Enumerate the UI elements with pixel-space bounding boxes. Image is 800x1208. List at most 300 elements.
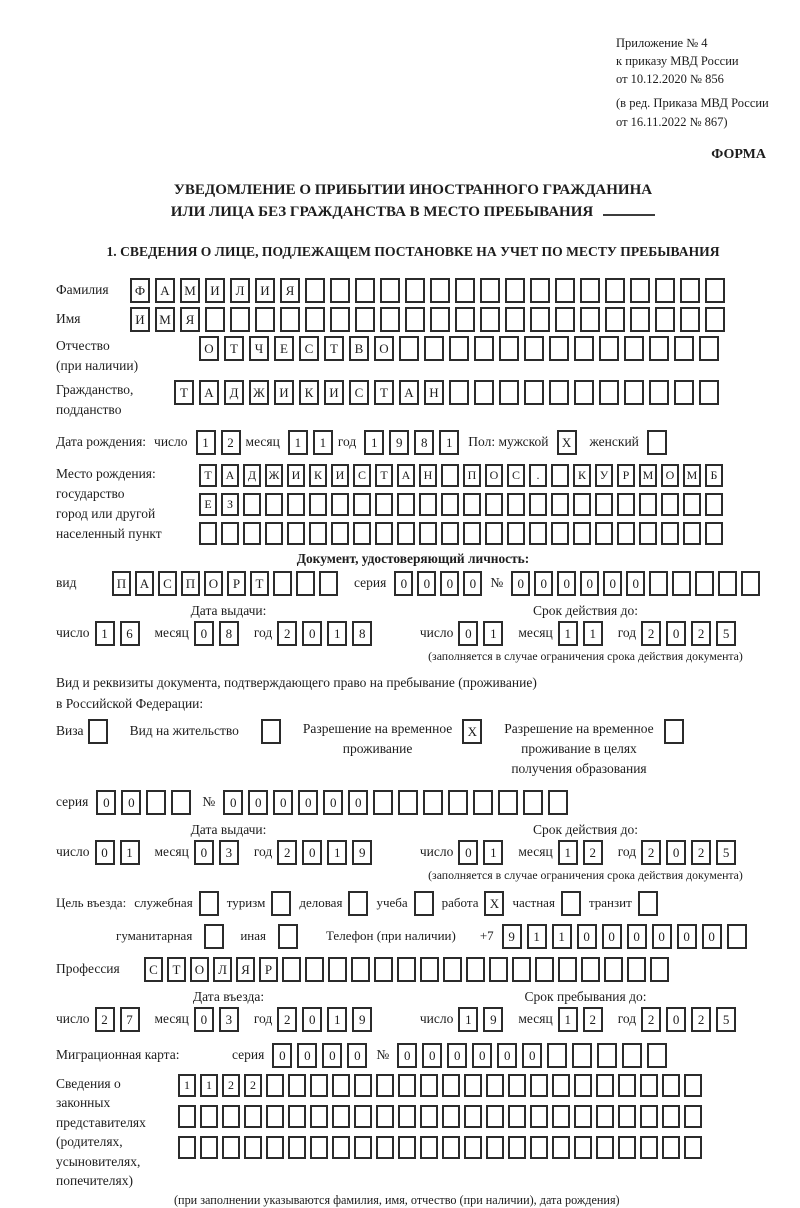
male-checkbox[interactable]: X — [557, 430, 577, 455]
char-cell[interactable] — [420, 1074, 438, 1097]
purpose-transit-checkbox[interactable] — [638, 891, 658, 916]
char-cell[interactable]: . — [529, 464, 547, 487]
char-cell[interactable] — [581, 957, 600, 982]
char-cell[interactable] — [552, 1105, 570, 1128]
char-cell[interactable] — [547, 1043, 567, 1068]
char-cell[interactable]: 0 — [348, 790, 368, 815]
char-cell[interactable]: 0 — [302, 840, 322, 865]
char-cell[interactable] — [464, 1105, 482, 1128]
char-cell[interactable]: Я — [236, 957, 255, 982]
char-cell[interactable] — [699, 380, 719, 405]
char-cell[interactable] — [309, 522, 327, 545]
char-cell[interactable]: 2 — [277, 1007, 297, 1032]
char-cell[interactable] — [328, 957, 347, 982]
char-cell[interactable]: 6 — [120, 621, 140, 646]
char-cell[interactable] — [618, 1136, 636, 1159]
char-cell[interactable] — [605, 278, 625, 303]
char-cell[interactable]: О — [374, 336, 394, 361]
char-cell[interactable] — [266, 1136, 284, 1159]
char-cell[interactable]: 0 — [440, 571, 459, 596]
char-cell[interactable]: 1 — [527, 924, 547, 949]
char-cell[interactable] — [508, 1105, 526, 1128]
char-cell[interactable]: Т — [374, 380, 394, 405]
char-cell[interactable]: 0 — [248, 790, 268, 815]
char-cell[interactable] — [655, 307, 675, 332]
char-cell[interactable] — [398, 1136, 416, 1159]
char-cell[interactable] — [463, 522, 481, 545]
char-cell[interactable] — [331, 493, 349, 516]
char-cell[interactable]: 1 — [95, 621, 115, 646]
char-cell[interactable]: М — [180, 278, 200, 303]
char-cell[interactable] — [499, 380, 519, 405]
char-cell[interactable] — [529, 493, 547, 516]
char-cell[interactable]: Р — [259, 957, 278, 982]
char-cell[interactable]: Ж — [249, 380, 269, 405]
char-cell[interactable] — [580, 307, 600, 332]
char-cell[interactable]: Д — [243, 464, 261, 487]
char-cell[interactable]: 0 — [298, 790, 318, 815]
char-cell[interactable] — [455, 278, 475, 303]
char-cell[interactable] — [331, 522, 349, 545]
char-cell[interactable]: Ф — [130, 278, 150, 303]
char-cell[interactable]: Н — [424, 380, 444, 405]
char-cell[interactable] — [405, 307, 425, 332]
char-cell[interactable] — [305, 278, 325, 303]
char-cell[interactable]: 0 — [397, 1043, 417, 1068]
char-cell[interactable]: 0 — [652, 924, 672, 949]
char-cell[interactable]: Ж — [265, 464, 283, 487]
char-cell[interactable] — [355, 278, 375, 303]
char-cell[interactable] — [399, 336, 419, 361]
char-cell[interactable] — [355, 307, 375, 332]
char-cell[interactable] — [146, 790, 166, 815]
char-cell[interactable] — [474, 380, 494, 405]
char-cell[interactable] — [305, 957, 324, 982]
char-cell[interactable]: 3 — [219, 840, 239, 865]
char-cell[interactable] — [244, 1136, 262, 1159]
char-cell[interactable] — [573, 493, 591, 516]
char-cell[interactable]: 0 — [666, 1007, 686, 1032]
char-cell[interactable] — [464, 1074, 482, 1097]
char-cell[interactable] — [398, 1105, 416, 1128]
char-cell[interactable] — [255, 307, 275, 332]
char-cell[interactable] — [599, 380, 619, 405]
char-cell[interactable] — [375, 522, 393, 545]
char-cell[interactable]: 1 — [364, 430, 384, 455]
char-cell[interactable] — [319, 571, 338, 596]
char-cell[interactable] — [354, 1074, 372, 1097]
char-cell[interactable] — [266, 1105, 284, 1128]
char-cell[interactable] — [199, 522, 217, 545]
char-cell[interactable] — [288, 1074, 306, 1097]
char-cell[interactable]: 0 — [322, 1043, 342, 1068]
char-cell[interactable] — [596, 1105, 614, 1128]
char-cell[interactable] — [617, 522, 635, 545]
char-cell[interactable]: З — [221, 493, 239, 516]
char-cell[interactable] — [480, 278, 500, 303]
char-cell[interactable]: 0 — [273, 790, 293, 815]
char-cell[interactable]: К — [309, 464, 327, 487]
char-cell[interactable]: С — [349, 380, 369, 405]
char-cell[interactable]: В — [349, 336, 369, 361]
char-cell[interactable] — [596, 1074, 614, 1097]
char-cell[interactable]: А — [155, 278, 175, 303]
char-cell[interactable] — [330, 278, 350, 303]
char-cell[interactable] — [530, 1074, 548, 1097]
char-cell[interactable] — [507, 493, 525, 516]
char-cell[interactable] — [574, 380, 594, 405]
char-cell[interactable] — [649, 336, 669, 361]
char-cell[interactable]: 9 — [483, 1007, 503, 1032]
char-cell[interactable] — [441, 522, 459, 545]
char-cell[interactable]: 0 — [626, 571, 645, 596]
char-cell[interactable]: 0 — [577, 924, 597, 949]
char-cell[interactable]: Ч — [249, 336, 269, 361]
char-cell[interactable] — [288, 1105, 306, 1128]
char-cell[interactable] — [375, 493, 393, 516]
char-cell[interactable] — [397, 522, 415, 545]
char-cell[interactable]: 0 — [463, 571, 482, 596]
char-cell[interactable]: Я — [180, 307, 200, 332]
char-cell[interactable] — [684, 1105, 702, 1128]
char-cell[interactable]: 0 — [603, 571, 622, 596]
char-cell[interactable] — [373, 790, 393, 815]
char-cell[interactable] — [351, 957, 370, 982]
char-cell[interactable]: Т — [199, 464, 217, 487]
char-cell[interactable]: К — [573, 464, 591, 487]
char-cell[interactable] — [266, 1074, 284, 1097]
char-cell[interactable]: 1 — [120, 840, 140, 865]
char-cell[interactable] — [178, 1136, 196, 1159]
char-cell[interactable] — [310, 1074, 328, 1097]
char-cell[interactable]: 2 — [691, 621, 711, 646]
char-cell[interactable]: К — [299, 380, 319, 405]
char-cell[interactable]: 0 — [627, 924, 647, 949]
visa-checkbox[interactable] — [88, 719, 108, 744]
char-cell[interactable] — [674, 380, 694, 405]
char-cell[interactable] — [640, 1074, 658, 1097]
char-cell[interactable]: 2 — [95, 1007, 115, 1032]
char-cell[interactable]: 1 — [196, 430, 216, 455]
char-cell[interactable]: М — [639, 464, 657, 487]
char-cell[interactable] — [441, 493, 459, 516]
char-cell[interactable] — [683, 493, 701, 516]
char-cell[interactable] — [486, 1136, 504, 1159]
char-cell[interactable] — [727, 924, 747, 949]
char-cell[interactable] — [354, 1105, 372, 1128]
char-cell[interactable] — [282, 957, 301, 982]
char-cell[interactable] — [573, 522, 591, 545]
char-cell[interactable] — [661, 493, 679, 516]
char-cell[interactable] — [552, 1074, 570, 1097]
char-cell[interactable] — [178, 1105, 196, 1128]
char-cell[interactable]: 7 — [120, 1007, 140, 1032]
char-cell[interactable] — [639, 522, 657, 545]
char-cell[interactable]: 1 — [552, 924, 572, 949]
char-cell[interactable] — [305, 307, 325, 332]
char-cell[interactable]: 2 — [641, 621, 661, 646]
char-cell[interactable] — [486, 1105, 504, 1128]
char-cell[interactable]: О — [199, 336, 219, 361]
char-cell[interactable] — [498, 790, 518, 815]
char-cell[interactable]: 0 — [702, 924, 722, 949]
char-cell[interactable] — [650, 957, 669, 982]
char-cell[interactable] — [555, 278, 575, 303]
char-cell[interactable] — [662, 1105, 680, 1128]
char-cell[interactable] — [630, 307, 650, 332]
char-cell[interactable] — [464, 1136, 482, 1159]
char-cell[interactable]: Б — [705, 464, 723, 487]
char-cell[interactable]: 5 — [716, 1007, 736, 1032]
char-cell[interactable] — [398, 790, 418, 815]
char-cell[interactable] — [397, 957, 416, 982]
char-cell[interactable]: 2 — [244, 1074, 262, 1097]
char-cell[interactable] — [309, 493, 327, 516]
char-cell[interactable]: 0 — [194, 840, 214, 865]
char-cell[interactable]: А — [399, 380, 419, 405]
char-cell[interactable] — [662, 1074, 680, 1097]
char-cell[interactable] — [595, 493, 613, 516]
char-cell[interactable] — [310, 1136, 328, 1159]
char-cell[interactable]: 3 — [219, 1007, 239, 1032]
char-cell[interactable] — [580, 278, 600, 303]
char-cell[interactable] — [287, 493, 305, 516]
char-cell[interactable]: 0 — [297, 1043, 317, 1068]
char-cell[interactable]: П — [181, 571, 200, 596]
char-cell[interactable]: 0 — [497, 1043, 517, 1068]
char-cell[interactable] — [380, 307, 400, 332]
char-cell[interactable]: О — [485, 464, 503, 487]
female-checkbox[interactable] — [647, 430, 667, 455]
char-cell[interactable]: 2 — [277, 840, 297, 865]
purpose-work-checkbox[interactable]: X — [484, 891, 504, 916]
char-cell[interactable] — [230, 307, 250, 332]
char-cell[interactable] — [455, 307, 475, 332]
char-cell[interactable]: И — [324, 380, 344, 405]
char-cell[interactable] — [683, 522, 701, 545]
char-cell[interactable]: Т — [167, 957, 186, 982]
char-cell[interactable]: 0 — [472, 1043, 492, 1068]
char-cell[interactable] — [655, 278, 675, 303]
char-cell[interactable]: Т — [375, 464, 393, 487]
char-cell[interactable]: Т — [174, 380, 194, 405]
char-cell[interactable] — [480, 307, 500, 332]
char-cell[interactable] — [662, 1136, 680, 1159]
char-cell[interactable] — [296, 571, 315, 596]
char-cell[interactable]: 1 — [327, 840, 347, 865]
char-cell[interactable]: У — [595, 464, 613, 487]
char-cell[interactable]: 8 — [352, 621, 372, 646]
char-cell[interactable] — [574, 1136, 592, 1159]
char-cell[interactable] — [222, 1136, 240, 1159]
char-cell[interactable]: 2 — [691, 1007, 711, 1032]
char-cell[interactable] — [171, 790, 191, 815]
char-cell[interactable] — [699, 336, 719, 361]
char-cell[interactable] — [555, 307, 575, 332]
char-cell[interactable] — [273, 571, 292, 596]
char-cell[interactable] — [672, 571, 691, 596]
char-cell[interactable]: 1 — [178, 1074, 196, 1097]
char-cell[interactable]: 1 — [558, 1007, 578, 1032]
char-cell[interactable]: 0 — [96, 790, 116, 815]
char-cell[interactable] — [574, 1074, 592, 1097]
char-cell[interactable] — [574, 336, 594, 361]
char-cell[interactable]: 1 — [327, 621, 347, 646]
char-cell[interactable] — [630, 278, 650, 303]
char-cell[interactable]: О — [190, 957, 209, 982]
char-cell[interactable] — [505, 278, 525, 303]
char-cell[interactable]: 8 — [219, 621, 239, 646]
char-cell[interactable] — [507, 522, 525, 545]
char-cell[interactable]: 0 — [580, 571, 599, 596]
char-cell[interactable]: 8 — [414, 430, 434, 455]
char-cell[interactable] — [424, 336, 444, 361]
char-cell[interactable]: 0 — [121, 790, 141, 815]
purpose-humanitarian-checkbox[interactable] — [204, 924, 224, 949]
char-cell[interactable] — [551, 464, 569, 487]
char-cell[interactable] — [551, 522, 569, 545]
char-cell[interactable]: 2 — [641, 840, 661, 865]
char-cell[interactable] — [718, 571, 737, 596]
char-cell[interactable]: 0 — [458, 621, 478, 646]
temp-residence-education-checkbox[interactable] — [664, 719, 684, 744]
char-cell[interactable] — [265, 522, 283, 545]
char-cell[interactable] — [376, 1136, 394, 1159]
char-cell[interactable] — [332, 1136, 350, 1159]
char-cell[interactable] — [420, 1136, 438, 1159]
char-cell[interactable] — [265, 493, 283, 516]
char-cell[interactable] — [486, 1074, 504, 1097]
char-cell[interactable]: 2 — [221, 430, 241, 455]
purpose-tourism-checkbox[interactable] — [271, 891, 291, 916]
char-cell[interactable]: 0 — [511, 571, 530, 596]
char-cell[interactable] — [508, 1136, 526, 1159]
char-cell[interactable] — [530, 1105, 548, 1128]
char-cell[interactable]: С — [144, 957, 163, 982]
char-cell[interactable] — [397, 493, 415, 516]
char-cell[interactable] — [549, 380, 569, 405]
char-cell[interactable] — [405, 278, 425, 303]
char-cell[interactable]: 0 — [458, 840, 478, 865]
char-cell[interactable] — [529, 522, 547, 545]
char-cell[interactable] — [463, 493, 481, 516]
char-cell[interactable] — [442, 1074, 460, 1097]
char-cell[interactable] — [243, 493, 261, 516]
char-cell[interactable]: О — [204, 571, 223, 596]
char-cell[interactable]: А — [199, 380, 219, 405]
char-cell[interactable]: Л — [213, 957, 232, 982]
char-cell[interactable] — [524, 336, 544, 361]
char-cell[interactable] — [222, 1105, 240, 1128]
char-cell[interactable]: 0 — [347, 1043, 367, 1068]
char-cell[interactable] — [535, 957, 554, 982]
char-cell[interactable]: Р — [617, 464, 635, 487]
char-cell[interactable]: Р — [227, 571, 246, 596]
char-cell[interactable]: 2 — [583, 1007, 603, 1032]
char-cell[interactable] — [552, 1136, 570, 1159]
char-cell[interactable] — [574, 1105, 592, 1128]
char-cell[interactable]: 0 — [194, 1007, 214, 1032]
char-cell[interactable] — [376, 1074, 394, 1097]
char-cell[interactable]: 9 — [389, 430, 409, 455]
char-cell[interactable]: Д — [224, 380, 244, 405]
char-cell[interactable] — [622, 1043, 642, 1068]
char-cell[interactable] — [596, 1136, 614, 1159]
char-cell[interactable]: 0 — [394, 571, 413, 596]
char-cell[interactable] — [353, 522, 371, 545]
char-cell[interactable] — [474, 336, 494, 361]
char-cell[interactable] — [398, 1074, 416, 1097]
char-cell[interactable] — [423, 790, 443, 815]
char-cell[interactable] — [244, 1105, 262, 1128]
char-cell[interactable]: 1 — [439, 430, 459, 455]
char-cell[interactable]: И — [331, 464, 349, 487]
char-cell[interactable]: П — [463, 464, 481, 487]
char-cell[interactable] — [604, 957, 623, 982]
char-cell[interactable] — [448, 790, 468, 815]
char-cell[interactable] — [200, 1136, 218, 1159]
char-cell[interactable]: 0 — [95, 840, 115, 865]
char-cell[interactable] — [441, 464, 459, 487]
char-cell[interactable]: 0 — [272, 1043, 292, 1068]
char-cell[interactable] — [200, 1105, 218, 1128]
char-cell[interactable]: 5 — [716, 840, 736, 865]
char-cell[interactable]: 1 — [458, 1007, 478, 1032]
char-cell[interactable]: 5 — [716, 621, 736, 646]
char-cell[interactable] — [649, 571, 668, 596]
char-cell[interactable] — [624, 336, 644, 361]
char-cell[interactable] — [221, 522, 239, 545]
char-cell[interactable]: И — [255, 278, 275, 303]
char-cell[interactable] — [530, 278, 550, 303]
char-cell[interactable] — [449, 336, 469, 361]
char-cell[interactable]: 0 — [447, 1043, 467, 1068]
char-cell[interactable]: А — [135, 571, 154, 596]
char-cell[interactable]: Л — [230, 278, 250, 303]
char-cell[interactable]: 0 — [677, 924, 697, 949]
char-cell[interactable]: И — [205, 278, 225, 303]
char-cell[interactable]: 2 — [691, 840, 711, 865]
char-cell[interactable]: А — [397, 464, 415, 487]
char-cell[interactable] — [680, 307, 700, 332]
char-cell[interactable] — [524, 380, 544, 405]
char-cell[interactable]: М — [683, 464, 701, 487]
char-cell[interactable] — [287, 522, 305, 545]
char-cell[interactable]: 0 — [417, 571, 436, 596]
char-cell[interactable] — [572, 1043, 592, 1068]
temp-residence-checkbox[interactable]: X — [462, 719, 482, 744]
purpose-private-checkbox[interactable] — [561, 891, 581, 916]
char-cell[interactable] — [617, 493, 635, 516]
char-cell[interactable] — [741, 571, 760, 596]
char-cell[interactable]: 0 — [602, 924, 622, 949]
char-cell[interactable] — [288, 1136, 306, 1159]
char-cell[interactable]: Т — [250, 571, 269, 596]
char-cell[interactable] — [280, 307, 300, 332]
char-cell[interactable]: 1 — [200, 1074, 218, 1097]
char-cell[interactable]: 1 — [583, 621, 603, 646]
char-cell[interactable] — [684, 1074, 702, 1097]
char-cell[interactable] — [473, 790, 493, 815]
char-cell[interactable] — [485, 522, 503, 545]
char-cell[interactable] — [419, 522, 437, 545]
char-cell[interactable]: А — [221, 464, 239, 487]
char-cell[interactable] — [332, 1074, 350, 1097]
char-cell[interactable]: 0 — [666, 621, 686, 646]
char-cell[interactable] — [523, 790, 543, 815]
char-cell[interactable]: 0 — [534, 571, 553, 596]
char-cell[interactable] — [419, 493, 437, 516]
